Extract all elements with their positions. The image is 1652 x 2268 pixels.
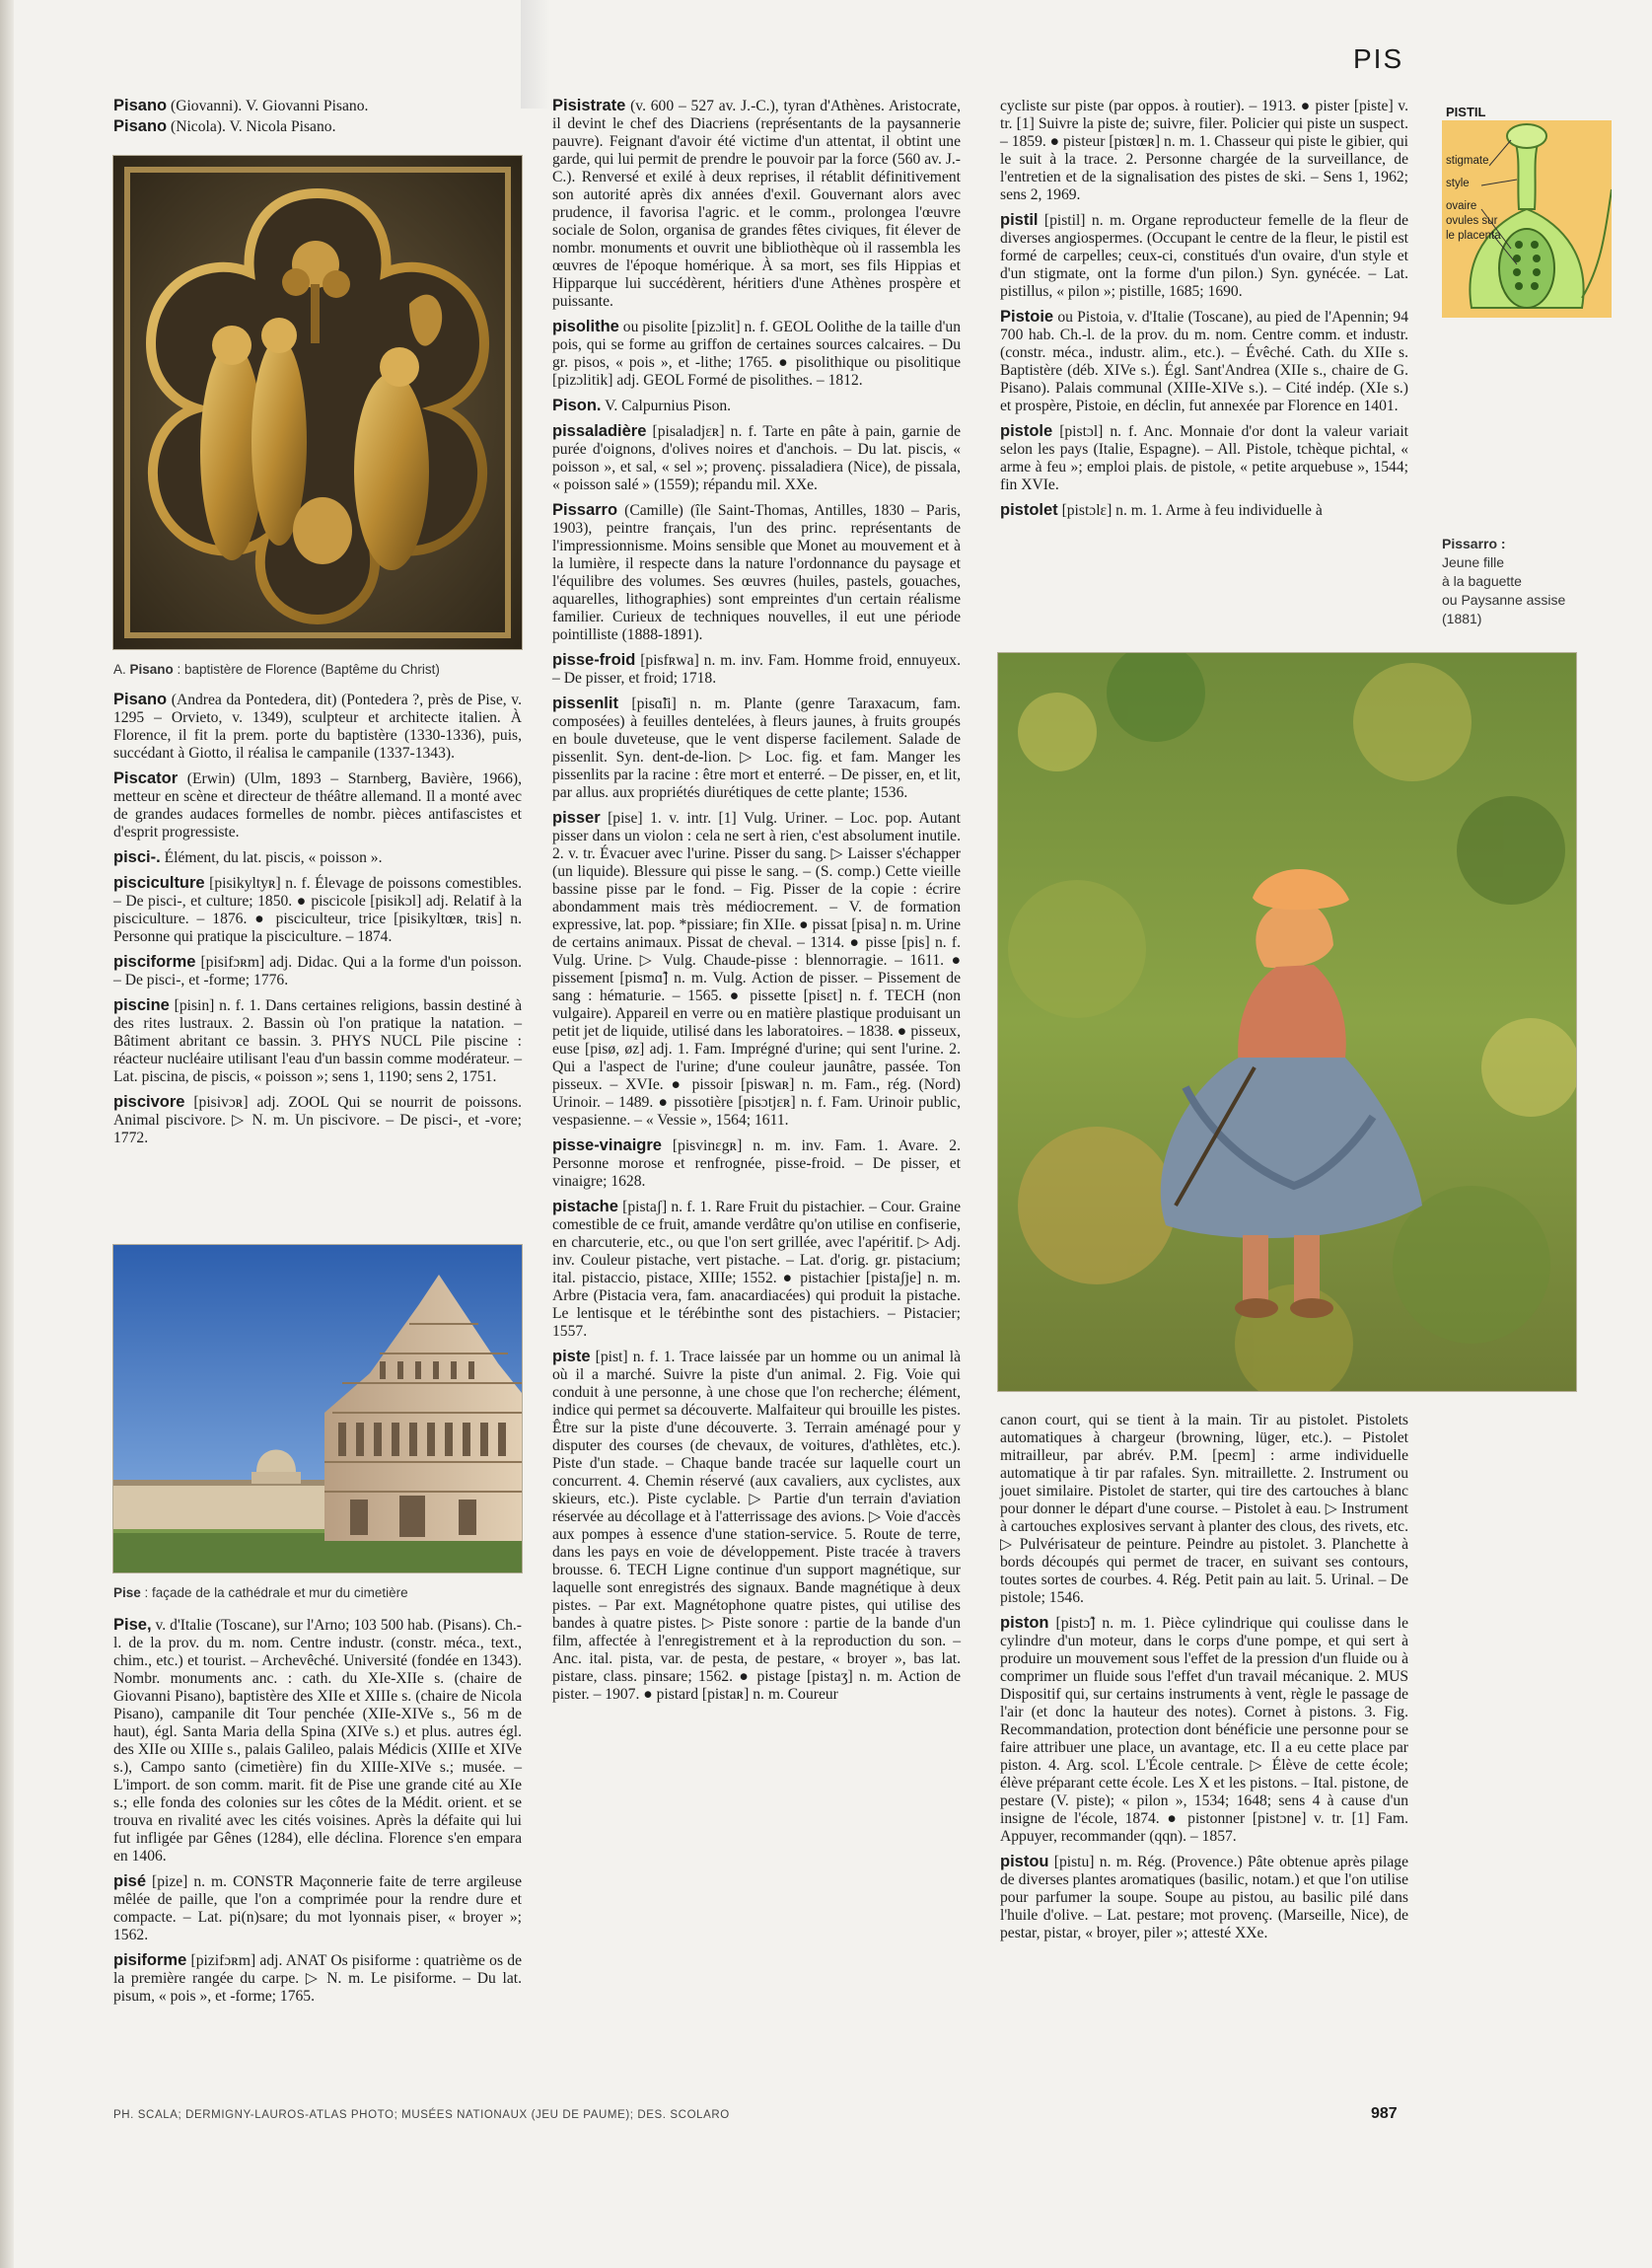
label-ovaire: ovaire — [1446, 200, 1477, 212]
entry — [113, 874, 522, 946]
headword: piston — [1000, 1614, 1049, 1632]
entry — [113, 996, 522, 1086]
column-3-bottom — [1000, 1411, 1408, 1949]
pistil-labels — [1446, 154, 1501, 244]
entry — [552, 501, 961, 644]
headword: pisiforme — [113, 1951, 187, 1969]
entry-text: [pistil] n. m. Organe reproducteur femelle de la fleur de diverses angiospermes. (Occupant le centre de la fleur, le pistil est formé de carpelles; ceux-ci, constitués d'un ovaire, d'un style et d'un stigmate, ont la forme d'un pilon.) Syn. gynécée. – Lat. pistillus, « pilon »; pistille, 1685; 1690. — [1000, 212, 1408, 300]
cathedral-photo-icon — [113, 1245, 522, 1573]
entry-text: v. d'Italie (Toscane), sur l'Arno; 103 500 hab. (Pisans). Ch.-l. de la prov. du m. nom. Centre industr. (constr. méca., text., chim., etc.) et tourist. – Archevêché. Université (fondée en 1343). Nombr. monuments anc. : cath. du XIe-XIIe s. (chaire de Giovanni Pisano), baptistère des XIIe et XIIIe s. (chaire de Nicola Pisano), campanile dit Tour penchée (XIIe-XIVe s., 56 m de haut), égl. Santa Maria della Spina (XIVe s.) et plus. autres égl. des XIIe ou XIIIe s., palais Galileo, palais Médicis (XIIIe et XIVe s.), Campo santo (cimetière) fin du XIIIe-XIVe s.; musée. – L'import. de son comm. marit. fit de Pise une grande cité au XIe s.; elle fonda des colonies sur les côtes de la Médit. orient. et se trouva en rivalité avec les cités voisines. Après la défaite qui lui fut infligée par Gênes (1284), elle déclina. Florence s'en empara en 1406. — [113, 1617, 522, 1865]
entry-text: [pisikyltyʀ] n. f. Élevage de poissons comestibles. – De pisci-, et culture; 1850. ● piscicole [pisikɔl] adj. Relatif à la pisciculture. – 1876. ● pisciculteur, trice [pisikyltœʀ, tʀis] n. Personne qui pratique la pisciculture. – 1874. — [113, 875, 522, 945]
entry-text: ou Pistoia, v. d'Italie (Toscane), au pied de l'Apennin; 94 700 hab. Ch.-l. de la prov. du m. nom. Centre comm. et industr. (constr. méca., industr. alim., etc.). – Évêché. Cath. du XIIe s. Baptistère (déb. XIVe s.). Égl. Sant'Andrea (XIIe s., chaire de G. Pisano). Palais communal (XIIIe-XIVe s.). – Cité indép. (XIe s.) et prospère, Pistoie, en déclin, fut annexée par Florence en 1401. — [1000, 309, 1408, 414]
relief-caption — [113, 661, 522, 678]
headword: Pistoie — [1000, 308, 1054, 326]
pistil-title: PISTIL — [1446, 105, 1486, 119]
entry — [1000, 308, 1408, 415]
caption-line: à la baguette — [1442, 573, 1522, 589]
entry — [552, 651, 961, 688]
label-placenta: le placenta — [1446, 230, 1501, 242]
headword: piscine — [113, 996, 170, 1014]
headword: piste — [552, 1348, 591, 1365]
entry-text: [pistaʃ] n. f. 1. Rare Fruit du pistachier. – Cour. Graine comestible de ce fruit, amande verdâtre qu'on utilise en confiserie, en charcuterie, etc., ou que l'on sert grillée, avec l'apéritif. ▷ Adj. inv. Couleur pistache, vert pistache. – Lat. d'orig. gr. pistacium; ital. pistaccio, pistace, XIIIe; 1552. ● pistachier [pistaʃje] n. m. Arbre (Pistacia vera, fam. anacardiacées) qui produit la pistache. Le lentisque et le térébinthe sont des pistachiers. – Pistacier; 1557. — [552, 1199, 961, 1340]
headword: Piscator — [113, 769, 179, 787]
headword: Pisano — [113, 691, 168, 708]
entry-text: [pisifɔʀm] adj. Didac. Qui a la forme d'un poisson. – De pisci-, et -forme; 1776. — [113, 954, 522, 988]
pistil-illustration-icon — [1442, 101, 1612, 404]
column-1-top — [113, 97, 522, 143]
entry-text: (Erwin) (Ulm, 1893 – Starnberg, Bavière, 1966), metteur en scène et directeur de théâtre allemand. Il a monté avec de grandes audaces formelles de nombr. pièces antifascistes et d'esprit progressiste. — [113, 770, 522, 841]
label-style: style — [1446, 178, 1470, 189]
entry-text: (Nicola). V. Nicola Pisano. — [167, 118, 336, 135]
entry — [552, 97, 961, 311]
entry — [113, 1951, 522, 2006]
headword: Pisano — [113, 117, 168, 135]
entry-text: [pisfʀwa] n. m. inv. Fam. Homme froid, ennuyeux. – De pisser, et froid; 1718. — [552, 652, 961, 687]
entry — [552, 318, 961, 390]
show-through-mark — [521, 0, 550, 109]
headword: pistole — [1000, 422, 1053, 440]
caption-line: ou Paysanne assise — [1442, 592, 1566, 608]
caption-bold: Pise — [113, 1585, 141, 1600]
headword: pisse-froid — [552, 651, 636, 669]
entry-text: (v. 600 – 527 av. J.-C.), tyran d'Athènes. Aristocrate, il devint le chef des Diacriens (représentants de la paysannerie pauvre). Feignant d'avoir été victime d'un attentat, il obtint une garde, qui lui permit de prendre le pouvoir par la force (560 av. J.-C.). Renversé et exilé à deux reprises, il rétablit définitivement son autorité après dix années d'exil. Gouvernant alors avec prudence, il favorisa l'agric. et le comm., prolongea l'œuvre sociale de Solon, organisa de grandes fêtes civiques, fit élever de nombr. monuments et ouvrit une bibliothèque où il rassembla les œuvres de l'époque homérique. À sa mort, ses fils Hippias et Hipparque lui succédèrent, héritiers d'une Athènes prospère et puissante. — [552, 98, 961, 310]
entry — [113, 97, 522, 115]
headword: pisci-. — [113, 848, 161, 866]
entry — [113, 691, 522, 763]
headword: pistil — [1000, 211, 1039, 229]
entry-text: [pistɔ̃] n. m. 1. Pièce cylindrique qui coulisse dans le cylindre d'un moteur, dans le corps d'une pompe, et qui sert à produire un mouvement sous l'effet de la pression d'un fluide ou à comprimer un fluide sous l'effet d'un travail mécanique. 2. MUS Dispositif qui, sur certains instruments à vent, règle le passage de l'air (et donc la hauteur des notes). Cornet à pistons. 3. Fig. Recommandation, protection dont bénéficie une personne pour se faire attribuer une place, un avantage, etc. Il a eu cette place par piston. 4. Arg. scol. L'École centrale. ▷ Élève de cette école; élève préparant cette école. Les X et les pistons. – Ital. pistone, de pestare (V. piste); « pilon », 1534; 1648; sens 4 à cause d'un insigne de l'école, 1874. ● pistonner [pistɔne] v. tr. [1] Fam. Appuyer, recommander (qqn). – 1857. — [1000, 1615, 1408, 1845]
headword: pisolithe — [552, 318, 619, 335]
column-1-mid — [113, 691, 522, 1154]
entry-text: [pisin] n. f. 1. Dans certaines religions, bassin destiné à des rites lustraux. 2. Bassin où l'on pratique la natation. – Bâtiment abritant ce bassin. 3. PHYS NUCL Pile piscine : réacteur nucléaire utilisant l'eau d'un bassin comme modérateur. – Lat. piscina, de piscis, « poisson »; sens 1, 1190; sens 2, 1751. — [113, 997, 522, 1085]
entry — [1000, 1411, 1408, 1607]
entry — [552, 695, 961, 802]
entry — [552, 1348, 961, 1704]
entry-text: (Andrea da Pontedera, dit) (Pontedera ?, près de Pise, v. 1295 – Orvieto, v. 1349), sculpteur et architecte italien. À Florence, il fit la prem. porte du baptistère (1330-1336), puis, succédant à Giotto, il réalisa le campanile (1337-1343). — [113, 692, 522, 762]
headword: pistache — [552, 1198, 618, 1215]
headword: pissaladière — [552, 422, 647, 440]
entry-text: [pisaladjɛʀ] n. f. Tarte en pâte à pain, garnie de purée d'oignons, d'olives noires et d'anchois. – Du lat. piscis, « poisson », et sal, « sel »; provenç. pissaladiera (Nice), de pissala, « poisson salé » (1559); répandu mil. XXe. — [552, 423, 961, 493]
entry — [552, 809, 961, 1130]
entry-text: ou pisolite [pizɔlit] n. f. GEOL Oolithe de la taille d'un pois, qui se forme au griffon de certaines sources calcaires. – Du gr. pisos, « pois », et -lithe; 1765. ● pisolithique ou pisolitique [pizɔlitik] adj. GEOL Formé de pisolithes. – 1812. — [552, 319, 961, 389]
entry-text: cycliste sur piste (par oppos. à routier). – 1913. ● pister [piste] v. tr. [1] Suivre la piste de; suivre, filer. Policier qui piste un suspect. – 1859. ● pisteur [pistœʀ] n. m. 1. Chasseur qui piste le gibier, qui le suit à la trace. 2. Personne chargée de la surveillance, de l'entretien et de la signalisation des pistes de ski. – Sens 1, 1962; sens 2, 1969. — [1000, 98, 1408, 203]
headword: pistolet — [1000, 501, 1058, 519]
entry-text: (Giovanni). V. Giovanni Pisano. — [167, 98, 369, 114]
entry — [113, 1616, 522, 1866]
headword: Pissarro — [552, 501, 618, 519]
entry — [113, 1872, 522, 1944]
quatrefoil-relief-icon — [113, 156, 522, 649]
caption-prefix: A. — [113, 662, 130, 677]
headword: pissenlit — [552, 695, 618, 712]
page-edge — [0, 0, 14, 2268]
caption-line: (1881) — [1442, 611, 1482, 626]
entry — [552, 422, 961, 494]
entry-text: V. Calpurnius Pison. — [601, 398, 732, 414]
entry — [1000, 1614, 1408, 1846]
label-ovules: ovules sur — [1446, 215, 1498, 227]
entry — [113, 769, 522, 841]
entry — [1000, 211, 1408, 301]
caption-line: Jeune fille — [1442, 554, 1505, 570]
pisano-relief-image — [113, 156, 522, 649]
entry — [1000, 501, 1408, 520]
pissarro-painting — [998, 653, 1576, 1391]
caption-text: : baptistère de Florence (Baptême du Christ) — [173, 662, 440, 677]
page-number: 987 — [1371, 2105, 1398, 2122]
entry-text: [pisvinɛgʀ] n. m. inv. Fam. 1. Avare. 2. Personne morose et renfrognée, pisse-froid. – De pisser, et vinaigre; 1628. — [552, 1137, 961, 1190]
entry-text: canon court, qui se tient à la main. Tir au pistolet. Pistolets automatiques à chargeur (browning, lüger, etc.). – Pistolet mitrailleur, par abrév. P.M. [peɛm] : arme individuelle automatique à tir par rafales. Syn. mitraillette. 2. Instrument ou jouet similaire. Pistolet de starter, qui tire des cartouches à blanc pour donner le départ d'une course. – Pistolet à eau. ▷ Instrument à cartouches explosives servant à planter des clous, des rivets, etc. ▷ Pulvérisateur de peinture. Peindre au pistolet. 3. Planchette à bords découpés qui permet de tracer, en suivant ses contours, toutes sortes de courbes. 4. Rég. Petit pain au lait. 5. Urinal. – De pistole; 1546. — [1000, 1412, 1408, 1606]
headword: pisser — [552, 809, 601, 827]
headword: Pise, — [113, 1616, 152, 1634]
entry-text: [pistɔlɛ] n. m. 1. Arme à feu individuelle à — [1057, 502, 1323, 519]
entry-text: [pizifɔʀm] adj. ANAT Os pisiforme : quatrième os de la première rangée du carpe. ▷ N. m. Le pisiforme. – Du lat. pisum, « pois », et -forme; 1765. — [113, 1952, 522, 2005]
painting-icon — [998, 653, 1576, 1391]
entry-text: Élément, du lat. piscis, « poisson ». — [160, 849, 383, 866]
headword: pisse-vinaigre — [552, 1136, 662, 1154]
headword: pisciforme — [113, 953, 196, 971]
label-stigmate: stigmate — [1446, 155, 1489, 167]
running-head: PIS — [1353, 43, 1404, 74]
headword: Pisistrate — [552, 97, 626, 114]
entry — [1000, 422, 1408, 494]
caption-bold: Pisano — [129, 662, 174, 677]
pisa-cathedral-photo — [113, 1245, 522, 1573]
entry-text: [pise] 1. v. intr. [1] Vulg. Uriner. – Loc. pop. Autant pisser dans un violon : cela ne sert à rien, c'est absolument inutile. 2. v. tr. Évacuer avec l'urine. Pisser du sang. ▷ Laisser s'échapper (un liquide). Blessure qui pisse le sang. – (S. comp.) Cette vieille bassine pisse par le fond. – Fig. Pisser de la copie : écrire abondamment mais très médiocrement. – V. de formation expressive, lat. pop. *pissiare; fin XIIe. ● pissat [pisa] n. m. Urine de certains animaux. Pissat de cheval. – 1314. ● pisse [pis] n. f. Vulg. Urine. ▷ Vulg. Chaude-pisse : blennorragie. – 1611. ● pissement [pismɑ̃] n. m. Vulg. Action de pisser. – Pissement de sang : hématurie. – 1565. ● pissette [pisɛt] n. f. TECH (non vulgaire). Appareil en verre ou en matière plastique produisant un petit jet de liquide, utilisé dans les laboratoires. – 1838. ● pisseux, euse [pisø, øz] adj. 1. Fam. Imprégné d'urine; qui sent l'urine. 2. Qui a l'aspect de l'urine; d'une couleur jaunâtre, passée. Ton pisseux. – XVIe. ● pissoir [piswaʀ] n. m. Fam., rég. (Nord) Urinoir. – 1489. ● pissotière [pisɔtjɛʀ] n. f. Fam. Urinoir public, vespasienne. – « Vessie », 1564; 1611. — [552, 810, 961, 1129]
pistil-diagram — [1442, 101, 1612, 404]
headword: Pison. — [552, 397, 602, 414]
entry-text: [pistɔl] n. f. Anc. Monnaie d'or dont la valeur variait selon les pays (Italie, Espagne). – All. Pistole, tchèque pichtal, « arme à feu »; emploi plais. de pistole, « petite arquebuse », 1544; fin XVIe. — [1000, 423, 1408, 493]
headword: pistou — [1000, 1853, 1049, 1870]
entry — [113, 848, 522, 867]
entry — [1000, 97, 1408, 204]
photo-credits: PH. SCALA; DERMIGNY-LAUROS-ATLAS PHOTO; MUSÉES NATIONAUX (JEU DE PAUME); DES. SCOLARO — [113, 2109, 730, 2121]
entry-text: [pize] n. m. CONSTR Maçonnerie faite de terre argileuse mêlée de paille, que l'on a comprimée pour la rendre dure et compacte. – Lat. pi(n)sare; du mot lyonnais piser, « broyer »; 1562. — [113, 1873, 522, 1943]
caption-text: : façade de la cathédrale et mur du cimetière — [140, 1585, 408, 1600]
entry-text: [pisɑ̃li] n. m. Plante (genre Taraxacum, fam. composées) à feuilles dentelées, à fleurs jaunes, à fruits groupés en boule duveteuse, que le vent disperse facilement. Salade de pissenlit. Syn. dent-de-lion. ▷ Loc. fig. et fam. Manger les pissenlits par la racine : être mort et enterré. – De pisser, en, et lit, par allus. aux propriétés diurétiques de cette plante; 1536. — [552, 695, 961, 801]
headword: pisé — [113, 1872, 147, 1890]
column-2 — [552, 97, 961, 1711]
headword: piscivore — [113, 1093, 185, 1111]
column-3-top — [1000, 97, 1408, 527]
entry — [552, 397, 961, 415]
headword: Pisano — [113, 97, 168, 114]
entry — [113, 953, 522, 989]
entry — [113, 117, 522, 136]
entry — [552, 1136, 961, 1191]
entry-text: [pistu] n. m. Rég. (Provence.) Pâte obtenue après pilage de diverses plantes aromatiques (basilic, notam.) et que l'on utilise pour parfumer la soupe. Soupe au pistou, au basilic pilé dans l'huile d'olive. – Lat. pestare; mot provenç. (Marseille, Nice), de pestar, pistar, « broyer, piler »; attesté XXe. — [1000, 1854, 1408, 1941]
entry-text: (Camille) (île Saint-Thomas, Antilles, 1830 – Paris, 1903), peintre français, l'un des princ. représentants de l'impressionnisme. Moins sensible que Monet au mouvement et à la lumière, il respecte dans la nature l'ordonnance du paysage et l'équilibre des volumes. Ses œuvres (huiles, pastels, gouaches, aquarelles, lithographies) sont empreintes d'un certain réalisme familier. Curieux de techniques nouvelles, il eut une période pointilliste (1888-1891). — [552, 502, 961, 643]
entry-text: [pist] n. f. 1. Trace laissée par un homme ou un animal là où il a marché. Suivre la piste d'un animal. 2. Fig. Voie qui conduit à une personne, à une chose que l'on recherche; élément, indice qui permet sa découverte. Malfaiteur qui brouille les pistes. Être sur la piste d'une découverte. 3. Terrain aménagé pour y disputer des courses (de chevaux, de voitures, d'athlètes, etc.). Piste d'un stade. – Chaque bande tracée sur laquelle court un concurrent. 4. Chemin réservé (aux cavaliers, aux cyclistes, aux skieurs, etc.). Piste cyclable. ▷ Partie d'un terrain d'aviation réservée au décollage et à l'atterrissage des avions. ▷ Voie d'accès aux pompes à essence d'une station-service. 5. Route de terre, dans les pays en voie de développement. Piste tracée à travers brousse. 6. TECH Ligne continue d'un support magnétique, sur laquelle sont enregistrés des signaux. Bande magnétique à deux pistes. – Par ext. Magnétophone quatre pistes, qui utilise des bandes à quatre pistes. ▷ Piste sonore : partie de la bande d'un film, affectée à l'enregistrement et à la reproduction du son. – Anc. ital. pista, var. de pesta, de pestare, « broyer », bas lat. pistare, class. pinsare; 1562. ● pistage [pistaʒ] n. m. Action de pister. – 1907. ● pistard [pistaʀ] n. m. Coureur — [552, 1349, 961, 1703]
entry — [552, 1198, 961, 1341]
entry — [113, 1093, 522, 1147]
pissarro-caption — [1442, 535, 1629, 628]
entry-text: [pisivɔʀ] adj. ZOOL Qui se nourrit de poissons. Animal piscivore. ▷ N. m. Un piscivore. – De pisci-, et -vore; 1772. — [113, 1094, 522, 1146]
column-1-bottom — [113, 1616, 522, 2012]
entry — [1000, 1853, 1408, 1942]
headword: pisciculture — [113, 874, 205, 892]
caption-line: Pissarro : — [1442, 536, 1506, 551]
cathedral-caption — [113, 1584, 522, 1601]
